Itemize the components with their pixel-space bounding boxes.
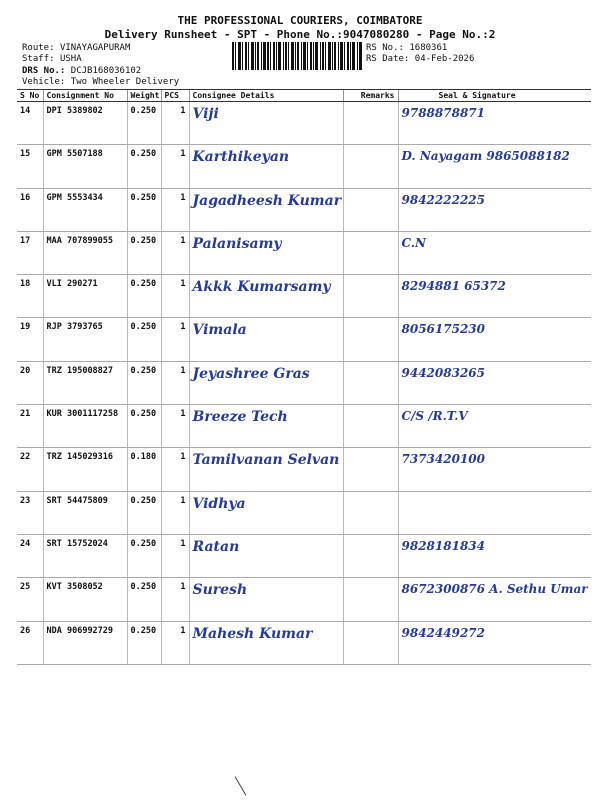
row-consignment-no: GPM 5507188 [43, 145, 127, 188]
row-remarks [343, 145, 398, 188]
row-consignment-no: KUR 3001117258 [43, 405, 127, 448]
route-label: Route: [22, 43, 55, 53]
row-remarks [343, 621, 398, 664]
row-consignee: Vimala [189, 318, 343, 361]
row-consignee: Jagadheesh Kumar [189, 188, 343, 231]
row-weight: 0.250 [127, 534, 161, 577]
row-sno: 25 [17, 578, 43, 621]
rs-no-label: RS No.: [366, 43, 404, 53]
row-consignee: Ratan [189, 534, 343, 577]
row-pcs: 1 [161, 534, 189, 577]
table-row [17, 491, 591, 534]
drs-label: DRS No.: [22, 66, 66, 76]
table-row [17, 318, 591, 361]
row-signature: C.N [398, 231, 591, 274]
row-weight: 0.250 [127, 145, 161, 188]
row-weight: 0.250 [127, 188, 161, 231]
barcode-image [232, 42, 362, 70]
row-sno: 24 [17, 534, 43, 577]
row-signature: 9828181834 [398, 534, 591, 577]
row-sno: 21 [17, 405, 43, 448]
pen-stroke-mark [235, 776, 247, 796]
row-remarks [343, 578, 398, 621]
row-consignee: Vidhya [189, 491, 343, 534]
row-pcs: 1 [161, 405, 189, 448]
col-sno: S No [17, 90, 43, 102]
route-value: VINAYAGAPURAM [59, 43, 131, 53]
table-row [17, 102, 591, 145]
row-remarks [343, 275, 398, 318]
row-pcs: 1 [161, 231, 189, 274]
row-pcs: 1 [161, 275, 189, 318]
row-signature: 9842449272 [398, 621, 591, 664]
row-signature: 8056175230 [398, 318, 591, 361]
rs-no-value: 1680361 [409, 43, 448, 53]
row-signature: C/S /R.T.V [398, 405, 591, 448]
table-row [17, 621, 591, 664]
row-consignee: Akkk Kumarsamy [189, 275, 343, 318]
row-weight: 0.180 [127, 448, 161, 491]
row-signature: 9788878871 [398, 102, 591, 145]
row-consignment-no: DPI 5389802 [43, 102, 127, 145]
row-pcs: 1 [161, 188, 189, 231]
row-consignment-no: SRT 15752024 [43, 534, 127, 577]
table-header-row [17, 90, 591, 102]
table-row [17, 145, 591, 188]
table-row [17, 231, 591, 274]
row-pcs: 1 [161, 448, 189, 491]
row-sno: 14 [17, 102, 43, 145]
row-sno: 15 [17, 145, 43, 188]
row-remarks [343, 448, 398, 491]
table-row [17, 534, 591, 577]
row-weight: 0.250 [127, 275, 161, 318]
rs-date-line [366, 53, 474, 65]
col-consignment: Consignment No [43, 90, 127, 102]
row-weight: 0.250 [127, 361, 161, 404]
table-body [17, 102, 591, 665]
staff-label: Staff: [22, 54, 55, 64]
col-weight: Weight [127, 90, 161, 102]
rs-date-label: RS Date: [366, 54, 410, 64]
row-signature: 9842222225 [398, 188, 591, 231]
row-sno: 18 [17, 275, 43, 318]
row-remarks [343, 491, 398, 534]
row-remarks [343, 318, 398, 361]
table-row [17, 188, 591, 231]
row-sno: 17 [17, 231, 43, 274]
table-row [17, 405, 591, 448]
row-pcs: 1 [161, 491, 189, 534]
company-title: THE PROFESSIONAL COURIERS, COIMBATORE [177, 14, 423, 27]
vehicle-line [22, 76, 179, 88]
row-sno: 20 [17, 361, 43, 404]
row-consignment-no: RJP 3793765 [43, 318, 127, 361]
row-remarks [343, 231, 398, 274]
row-weight: 0.250 [127, 491, 161, 534]
row-weight: 0.250 [127, 102, 161, 145]
row-weight: 0.250 [127, 231, 161, 274]
row-consignee: Karthikeyan [189, 145, 343, 188]
row-consignment-no: SRT 54475809 [43, 491, 127, 534]
row-signature [398, 491, 591, 534]
vehicle-value: Two Wheeler Delivery [70, 77, 180, 87]
row-consignee: Breeze Tech [189, 405, 343, 448]
row-pcs: 1 [161, 578, 189, 621]
runsheet-subtitle: Delivery Runsheet - SPT - Phone No.:9047080280 - Page No.:2 [104, 28, 496, 41]
row-pcs: 1 [161, 102, 189, 145]
row-signature: 9442083265 [398, 361, 591, 404]
col-seal-signature: Seal & Signature [398, 90, 591, 102]
row-weight: 0.250 [127, 578, 161, 621]
row-weight: 0.250 [127, 621, 161, 664]
vehicle-label: Vehicle: [22, 77, 66, 87]
row-consignee: Jeyashree Gras [189, 361, 343, 404]
row-consignee: Tamilvanan Selvan [189, 448, 343, 491]
row-consignment-no: MAA 707899055 [43, 231, 127, 274]
staff-value: USHA [59, 54, 82, 64]
row-consignment-no: VLI 290271 [43, 275, 127, 318]
row-consignment-no: KVT 3508052 [43, 578, 127, 621]
delivery-table [17, 89, 591, 665]
row-pcs: 1 [161, 318, 189, 361]
row-signature: 8294881 65372 [398, 275, 591, 318]
row-pcs: 1 [161, 621, 189, 664]
row-pcs: 1 [161, 361, 189, 404]
drs-value: DCJB168036102 [70, 66, 142, 76]
row-remarks [343, 188, 398, 231]
row-consignment-no: GPM 5553434 [43, 188, 127, 231]
row-remarks [343, 102, 398, 145]
row-signature: 8672300876 A. Sethu Umar [398, 578, 591, 621]
row-pcs: 1 [161, 145, 189, 188]
row-consignment-no: NDA 906992729 [43, 621, 127, 664]
row-consignment-no: TRZ 195008827 [43, 361, 127, 404]
table-row [17, 578, 591, 621]
row-consignee: Suresh [189, 578, 343, 621]
row-sno: 26 [17, 621, 43, 664]
staff-line [22, 53, 82, 65]
row-consignee: Mahesh Kumar [189, 621, 343, 664]
row-consignment-no: TRZ 145029316 [43, 448, 127, 491]
row-remarks [343, 361, 398, 404]
row-signature: D. Nayagam 9865088182 [398, 145, 591, 188]
row-weight: 0.250 [127, 318, 161, 361]
table-row [17, 361, 591, 404]
row-consignee: Palanisamy [189, 231, 343, 274]
row-remarks [343, 534, 398, 577]
col-consignee: Consignee Details [189, 90, 343, 102]
col-pcs: PCS [161, 90, 189, 102]
row-signature: 7373420100 [398, 448, 591, 491]
row-sno: 23 [17, 491, 43, 534]
row-sno: 22 [17, 448, 43, 491]
row-sno: 16 [17, 188, 43, 231]
row-sno: 19 [17, 318, 43, 361]
row-consignee: Viji [189, 102, 343, 145]
row-weight: 0.250 [127, 405, 161, 448]
rs-date-value: 04-Feb-2026 [414, 54, 475, 64]
table-row [17, 275, 591, 318]
col-remarks: Remarks [343, 90, 398, 102]
row-remarks [343, 405, 398, 448]
table-row [17, 448, 591, 491]
